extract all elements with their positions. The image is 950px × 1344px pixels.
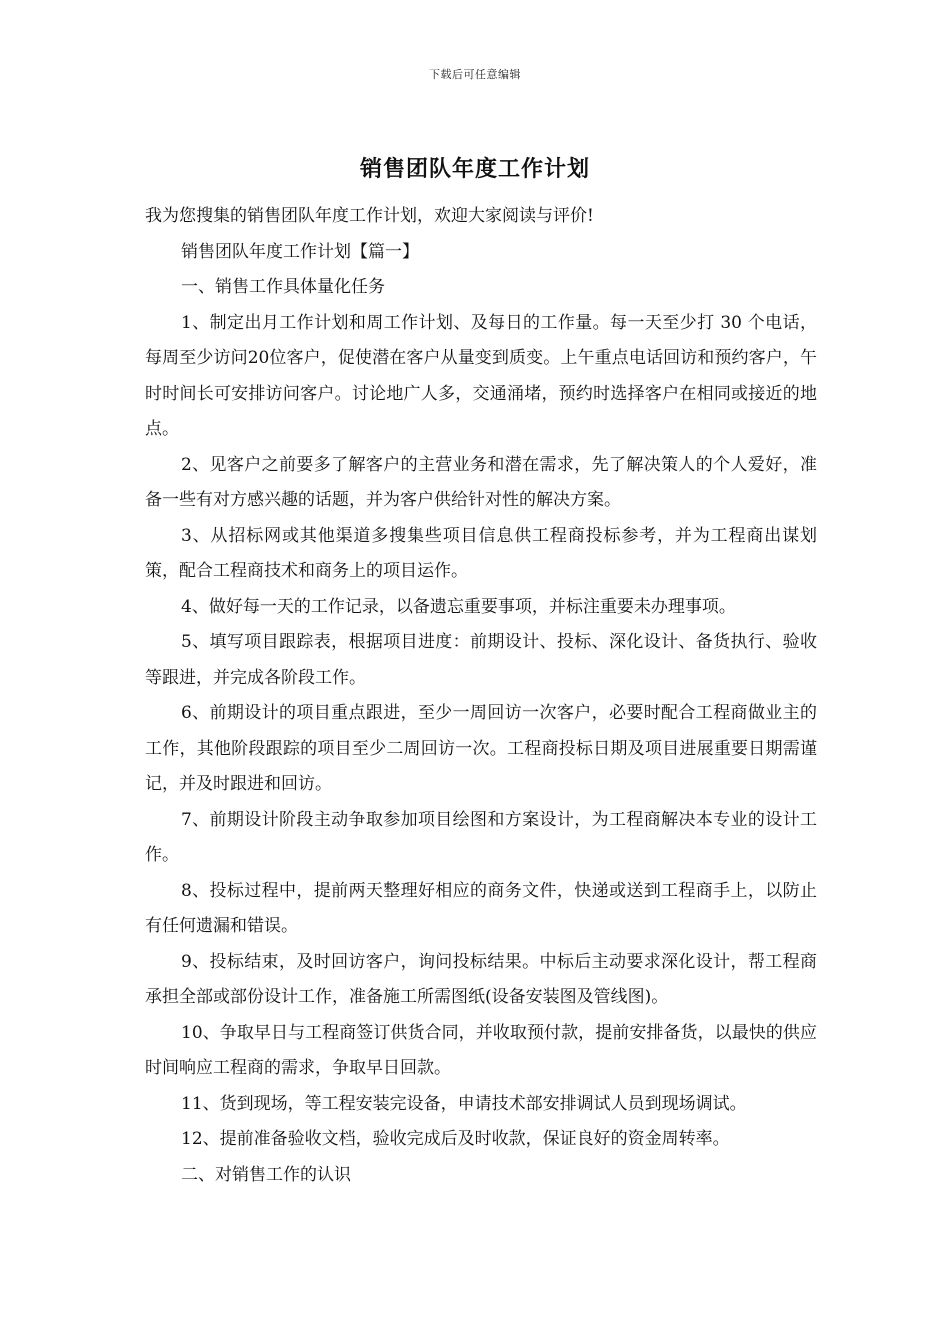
list-item: 3、从招标网或其他渠道多搜集些项目信息供工程商投标参考，并为工程商出谋划策，配合工程商技术和商务上的项目运作。 [145, 525, 817, 581]
list-item: 10、争取早日与工程商签订供货合同，并收取预付款，提前安排备货，以最快的供应时间响应工程商的需求，争取早日回款。 [145, 1022, 817, 1078]
list-item: 11、货到现场，等工程安装完设备，申请技术部安排调试人员到现场调试。 [181, 1093, 747, 1114]
list-item: 1、制定出月工作计划和周工作计划、及每日的工作量。每一天至少打 30 个电话，每周至少访问20位客户，促使潜在客户从量变到质变。上午重点电话回访和预约客户，午时时间长可安排访问客户。讨论地广人多，交通涌堵，预约时选择客户在相同或接近的地点。 [145, 312, 817, 439]
list-item: 8、投标过程中，提前两天整理好相应的商务文件，快递或送到工程商手上，以防止有任何遗漏和错误。 [145, 880, 817, 936]
subsection-heading: 二、对销售工作的认识 [181, 1164, 351, 1185]
document-body [145, 199, 817, 1193]
list-item: 12、提前准备验收文档，验收完成后及时收款，保证良好的资金周转率。 [181, 1129, 730, 1149]
intro-paragraph: 我为您搜集的销售团队年度工作计划，欢迎大家阅读与评价! [145, 206, 594, 226]
document-title: 销售团队年度工作计划 [359, 156, 590, 182]
subsection-heading: 一、销售工作具体量化任务 [181, 277, 385, 297]
list-item: 2、见客户之前要多了解客户的主营业务和潜在需求，先了解决策人的个人爱好，准备一些有对方感兴趣的话题，并为客户供给针对性的解决方案。 [145, 454, 817, 510]
list-item: 9、投标结束，及时回访客户，询问投标结果。中标后主动要求深化设计，帮工程商承担全部或部份设计工作，准备施工所需图纸(设备安装图及管线图)。 [145, 951, 817, 1007]
list-item: 4、做好每一天的工作记录，以备遗忘重要事项，并标注重要未办理事项。 [181, 596, 736, 617]
list-item: 5、填写项目跟踪表，根据项目进度：前期设计、投标、深化设计、备货执行、验收等跟进，并完成各阶段工作。 [145, 632, 817, 688]
section-heading: 销售团队年度工作计划【篇一】 [181, 241, 419, 262]
list-item: 7、前期设计阶段主动争取参加项目绘图和方案设计，为工程商解决本专业的设计工作。 [145, 809, 817, 865]
list-item: 6、前期设计的项目重点跟进，至少一周回访一次客户，必要时配合工程商做业主的工作，其他阶段跟踪的项目至少二周回访一次。工程商投标日期及项目进展重要日期需谨记，并及时跟进和回访。 [145, 703, 817, 794]
header-note: 下载后可任意编辑 [429, 68, 521, 81]
